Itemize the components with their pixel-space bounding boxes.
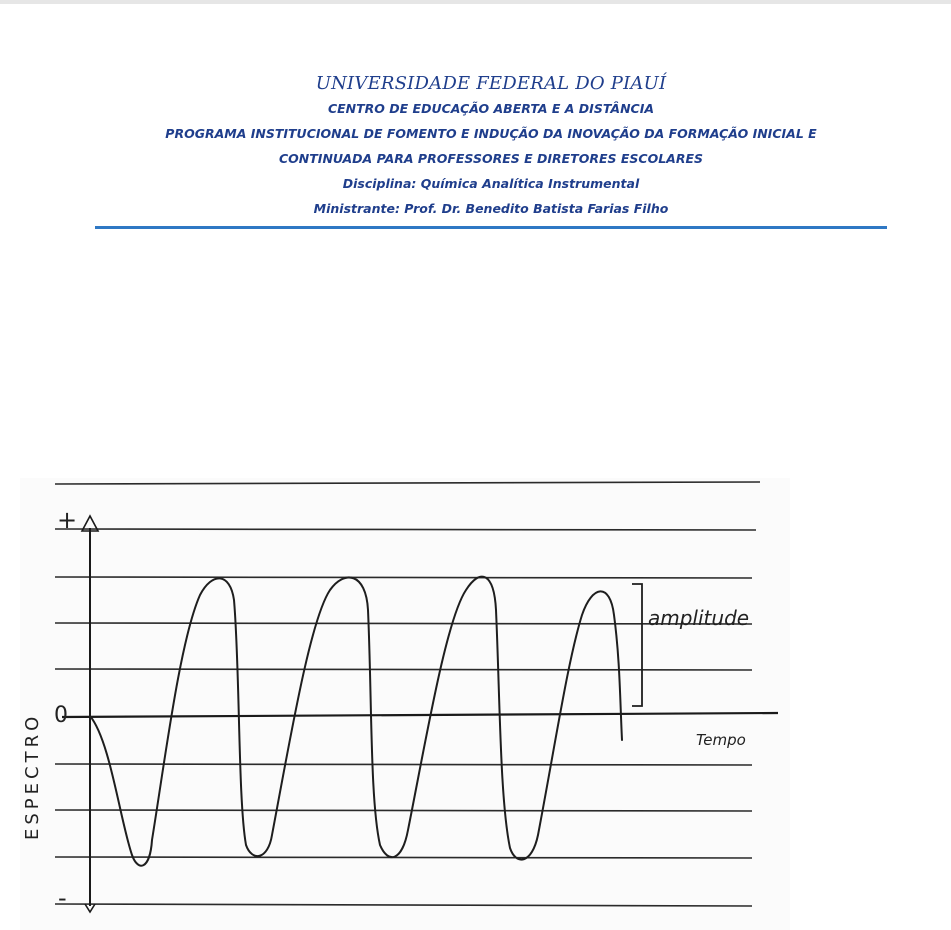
ruled-line [55,577,752,578]
ruled-line [55,904,752,906]
x-axis-label: Tempo [696,731,746,749]
wave-curve [90,577,622,866]
y-axis-label: ESPECTRO [22,712,43,840]
amplitude-bracket [632,584,642,706]
plus-label: + [57,506,78,534]
ruled-lines [55,482,760,906]
instructor: Ministrante: Prof. Dr. Benedito Batista Farias Filho [313,201,669,216]
center-name: CENTRO DE EDUCAÇÃO ABERTA E A DISTÂNCIA [327,101,655,116]
program-line-1: PROGRAMA INSTITUCIONAL DE FOMENTO E INDUÇÃO DA INOVAÇÃO DA FORMAÇÃO INICIAL E [165,126,817,141]
ruled-line [55,529,756,530]
amplitude-label: amplitude [648,606,750,630]
discipline: Disciplina: Química Analítica Instrumental [342,176,640,191]
program-line-2: CONTINUADA PARA PROFESSORES E DIRETORES ESCOLARES [279,151,703,166]
university-name: UNIVERSIDADE FEDERAL DO PIAUÍ [315,73,667,94]
ruled-line [55,482,760,484]
zero-label: 0 [54,703,68,728]
minus-label: - [58,884,67,912]
ruled-line [55,810,752,811]
ruled-line [55,669,752,670]
time-axis [62,713,778,717]
ruled-line [55,857,752,858]
ruled-line [55,764,752,765]
